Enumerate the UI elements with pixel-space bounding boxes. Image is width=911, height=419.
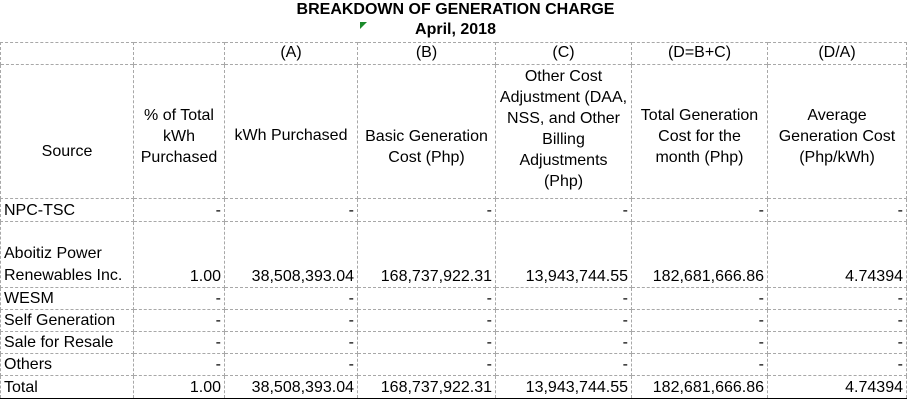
row-basic: - — [358, 288, 496, 310]
row-source: WESM — [1, 288, 134, 310]
header-letter-blank-1 — [1, 43, 134, 65]
row-other: - — [496, 354, 632, 376]
row-total: - — [632, 310, 768, 332]
row-other: - — [496, 199, 632, 222]
header-other: Other Cost Adjustment (DAA, NSS, and Other Billing Adjustments (Php) — [496, 65, 632, 199]
row-kwh: 38,508,393.04 — [225, 222, 358, 288]
row-source: Sale for Resale — [1, 332, 134, 354]
row-total: - — [632, 354, 768, 376]
row-other: 13,943,744.55 — [496, 376, 632, 399]
row-basic: - — [358, 332, 496, 354]
header-letter-blank-2 — [134, 43, 225, 65]
report-title: BREAKDOWN OF GENERATION CHARGE — [296, 1, 615, 18]
row-pct: 1.00 — [134, 222, 225, 288]
table-row — [1, 354, 907, 376]
table-row — [1, 288, 907, 310]
row-pct: - — [134, 199, 225, 222]
header-pct: % of Total kWh Purchased — [134, 65, 225, 199]
header-letter-total: (D=B+C) — [632, 43, 768, 65]
header-letter-kwh: (A) — [225, 43, 358, 65]
report-period: April, 2018 — [415, 21, 496, 38]
row-other: 13,943,744.55 — [496, 222, 632, 288]
row-avg: - — [768, 288, 907, 310]
row-basic: 168,737,922.31 — [358, 376, 496, 399]
row-total: - — [632, 332, 768, 354]
row-kwh: 38,508,393.04 — [225, 376, 358, 399]
row-total: - — [632, 199, 768, 222]
header-letter-basic: (B) — [358, 43, 496, 65]
row-avg: - — [768, 199, 907, 222]
generation-charge-table — [0, 42, 907, 399]
row-kwh: - — [225, 332, 358, 354]
comment-indicator-icon[interactable] — [360, 22, 367, 29]
row-source: Self Generation — [1, 310, 134, 332]
row-avg: - — [768, 354, 907, 376]
header-avg: Average Generation Cost (Php/kWh) — [768, 65, 907, 199]
header-total: Total Generation Cost for the month (Php) — [632, 65, 768, 199]
row-total: 182,681,666.86 — [632, 376, 768, 399]
header-letter-avg: (D/A) — [768, 43, 907, 65]
row-source: NPC-TSC — [1, 199, 134, 222]
header-kwh: kWh Purchased — [225, 65, 358, 199]
row-basic: - — [358, 310, 496, 332]
row-total: - — [632, 288, 768, 310]
row-basic: - — [358, 199, 496, 222]
table-row — [1, 222, 907, 288]
row-kwh: - — [225, 310, 358, 332]
row-kwh: - — [225, 354, 358, 376]
row-source: Total — [1, 376, 134, 399]
header-source: Source — [1, 65, 134, 199]
row-pct: - — [134, 310, 225, 332]
row-source: Others — [1, 354, 134, 376]
row-avg: 4.74394 — [768, 222, 907, 288]
row-pct: - — [134, 332, 225, 354]
row-avg: - — [768, 310, 907, 332]
row-other: - — [496, 332, 632, 354]
row-other: - — [496, 288, 632, 310]
row-pct: - — [134, 354, 225, 376]
row-source: Aboitiz Power Renewables Inc. — [1, 222, 134, 288]
total-row — [1, 376, 907, 399]
table-row — [1, 199, 907, 222]
row-basic: - — [358, 354, 496, 376]
row-kwh: - — [225, 199, 358, 222]
row-avg: 4.74394 — [768, 376, 907, 399]
row-total: 182,681,666.86 — [632, 222, 768, 288]
row-pct: 1.00 — [134, 376, 225, 399]
table-row — [1, 332, 907, 354]
row-avg: - — [768, 332, 907, 354]
row-other: - — [496, 310, 632, 332]
row-basic: 168,737,922.31 — [358, 222, 496, 288]
header-letter-other: (C) — [496, 43, 632, 65]
row-pct: - — [134, 288, 225, 310]
row-kwh: - — [225, 288, 358, 310]
header-basic: Basic Generation Cost (Php) — [358, 65, 496, 199]
table-row — [1, 310, 907, 332]
